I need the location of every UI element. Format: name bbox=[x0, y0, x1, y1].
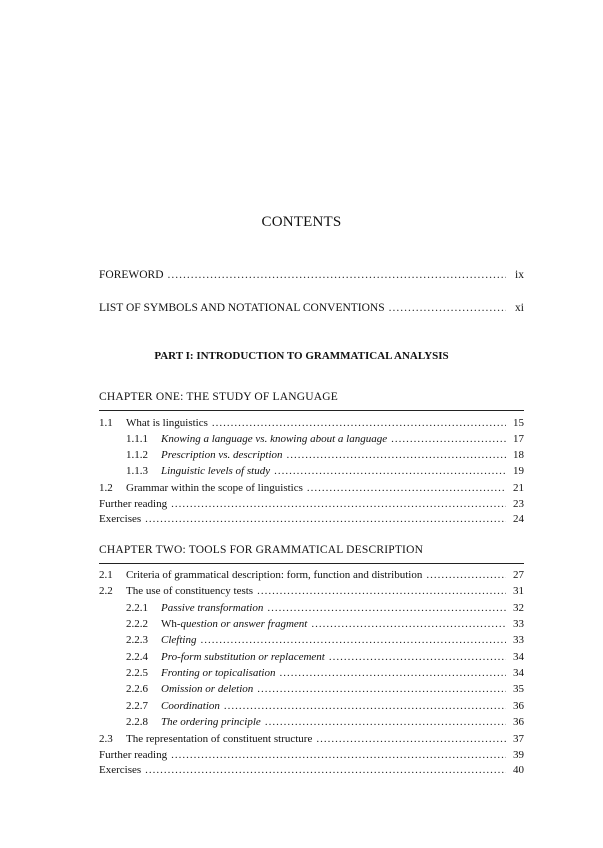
toc-entry-exercises[interactable] bbox=[99, 763, 524, 777]
page-number: 34 bbox=[513, 651, 524, 663]
page-number: 15 bbox=[513, 417, 524, 429]
entry-label: What is linguistics bbox=[126, 417, 208, 429]
toc-entry[interactable] bbox=[99, 432, 524, 446]
entry-label: The representation of constituent structure bbox=[126, 733, 313, 745]
entry-label: Linguistic levels of study bbox=[161, 465, 271, 477]
leader-dots bbox=[224, 699, 506, 713]
leader-dots bbox=[171, 497, 506, 511]
chapter-heading: CHAPTER TWO: TOOLS FOR GRAMMATICAL DESCRIPTION bbox=[99, 544, 424, 556]
section-number: 1.1.2 bbox=[126, 449, 148, 461]
entry-label-tail: about a language bbox=[307, 433, 388, 445]
toc-entry[interactable] bbox=[99, 617, 524, 631]
entry-label: Prescription vs. description bbox=[161, 449, 283, 461]
section-number: 2.3 bbox=[99, 733, 113, 745]
leader-dots bbox=[145, 763, 506, 777]
leader-dots bbox=[274, 464, 506, 478]
toc-entry[interactable] bbox=[99, 715, 524, 729]
entry-label: Omission or deletion bbox=[161, 683, 254, 695]
page-number: 37 bbox=[513, 733, 524, 745]
leader-dots bbox=[212, 416, 506, 430]
page-number: 27 bbox=[513, 569, 524, 581]
entry-label: Pro-form substitution or replacement bbox=[161, 651, 325, 663]
page-title: CONTENTS bbox=[261, 214, 342, 230]
leader-dots bbox=[145, 512, 506, 526]
section-number: 1.2 bbox=[99, 482, 113, 494]
page-number: xi bbox=[515, 302, 524, 314]
entry-label: Passive transformation bbox=[161, 602, 264, 614]
entry-label: The use of constituency tests bbox=[126, 585, 254, 597]
toc-entry-foreword[interactable] bbox=[99, 268, 524, 282]
section-number: 2.2.1 bbox=[126, 602, 148, 614]
part-heading: PART I: INTRODUCTION TO GRAMMATICAL ANALYSIS bbox=[154, 350, 449, 362]
toc-entry[interactable] bbox=[99, 568, 524, 582]
leader-dots bbox=[200, 633, 506, 647]
toc-entry[interactable] bbox=[99, 584, 524, 598]
page-number: 39 bbox=[513, 749, 524, 761]
toc-entry-list-of-symbols[interactable] bbox=[99, 301, 524, 315]
page-number: 40 bbox=[513, 764, 524, 776]
page-number: 18 bbox=[513, 449, 524, 461]
leader-dots bbox=[265, 715, 506, 729]
entry-label: Further reading bbox=[99, 749, 168, 761]
page-number: 24 bbox=[513, 513, 524, 525]
section-number: 2.1 bbox=[99, 569, 113, 581]
page-number: 19 bbox=[513, 465, 524, 477]
page-number: 32 bbox=[513, 602, 524, 614]
section-number: 1.1 bbox=[99, 417, 113, 429]
section-number: 1.1.1 bbox=[126, 433, 148, 445]
leader-dots bbox=[316, 732, 506, 746]
page-number: 36 bbox=[513, 716, 524, 728]
section-number: 2.2.2 bbox=[126, 618, 148, 630]
toc-entry[interactable] bbox=[99, 699, 524, 713]
leader-dots bbox=[287, 448, 507, 462]
entry-label: Further reading bbox=[99, 498, 168, 510]
entry-label: LIST OF SYMBOLS AND NOTATIONAL CONVENTIONS bbox=[99, 302, 385, 314]
toc-entry[interactable] bbox=[99, 682, 524, 696]
page-number: 23 bbox=[513, 498, 524, 510]
chapter-heading: CHAPTER ONE: THE STUDY OF LANGUAGE bbox=[99, 391, 339, 403]
leader-dots bbox=[171, 748, 506, 762]
toc-entry[interactable] bbox=[99, 601, 524, 615]
entry-label: Exercises bbox=[99, 764, 142, 776]
page-number: 34 bbox=[513, 667, 524, 679]
section-number: 1.1.3 bbox=[126, 465, 148, 477]
leader-dots bbox=[267, 601, 506, 615]
entry-label: Clefting bbox=[161, 634, 197, 646]
toc-entry[interactable] bbox=[99, 650, 524, 664]
leader-dots bbox=[389, 301, 506, 315]
page-number: 17 bbox=[513, 433, 524, 445]
toc-entry-further-reading[interactable] bbox=[99, 497, 524, 511]
section-number: 2.2.7 bbox=[126, 700, 148, 712]
section-number: 2.2 bbox=[99, 585, 113, 597]
page-number: 31 bbox=[513, 585, 524, 597]
toc-entry-exercises[interactable] bbox=[99, 512, 524, 526]
section-number: 2.2.6 bbox=[126, 683, 148, 695]
entry-label: Grammar within the scope of linguistics bbox=[126, 482, 303, 494]
section-number: 2.2.5 bbox=[126, 667, 148, 679]
entry-label-italic: question or answer fragment bbox=[180, 618, 308, 630]
toc-entry[interactable] bbox=[99, 464, 524, 478]
toc-entry[interactable] bbox=[99, 448, 524, 462]
entry-label: Criteria of grammatical description: form, function and distribution bbox=[126, 569, 423, 581]
divider bbox=[99, 410, 524, 411]
entry-label: Exercises bbox=[99, 513, 142, 525]
page-number: 36 bbox=[513, 700, 524, 712]
entry-label-italic: Knowing a language vs. knowing bbox=[161, 433, 308, 445]
leader-dots bbox=[329, 650, 506, 664]
entry-label: The ordering principle bbox=[161, 716, 261, 728]
toc-entry-further-reading[interactable] bbox=[99, 748, 524, 762]
page-number: 33 bbox=[513, 618, 524, 630]
toc-entry[interactable] bbox=[99, 481, 524, 495]
section-number: 2.2.3 bbox=[126, 634, 148, 646]
entry-label-plain: Wh- bbox=[161, 618, 181, 630]
leader-dots bbox=[391, 432, 506, 446]
page-number: 33 bbox=[513, 634, 524, 646]
leader-dots bbox=[426, 568, 506, 582]
leader-dots bbox=[257, 682, 506, 696]
section-number: 2.2.8 bbox=[126, 716, 148, 728]
entry-label: Coordination bbox=[161, 700, 220, 712]
leader-dots bbox=[280, 666, 507, 680]
toc-entry[interactable] bbox=[99, 666, 524, 680]
page-number: 35 bbox=[513, 683, 524, 695]
entry-label: FOREWORD bbox=[99, 269, 164, 281]
leader-dots bbox=[257, 584, 506, 598]
page-number: ix bbox=[515, 269, 524, 281]
section-number: 2.2.4 bbox=[126, 651, 148, 663]
divider bbox=[99, 563, 524, 564]
page-number: 21 bbox=[513, 482, 524, 494]
entry-label: Fronting or topicalisation bbox=[161, 667, 276, 679]
leader-dots bbox=[168, 268, 506, 282]
leader-dots bbox=[311, 617, 506, 631]
toc-entry[interactable] bbox=[99, 416, 524, 430]
leader-dots bbox=[307, 481, 506, 495]
toc-entry[interactable] bbox=[99, 633, 524, 647]
toc-entry[interactable] bbox=[99, 732, 524, 746]
